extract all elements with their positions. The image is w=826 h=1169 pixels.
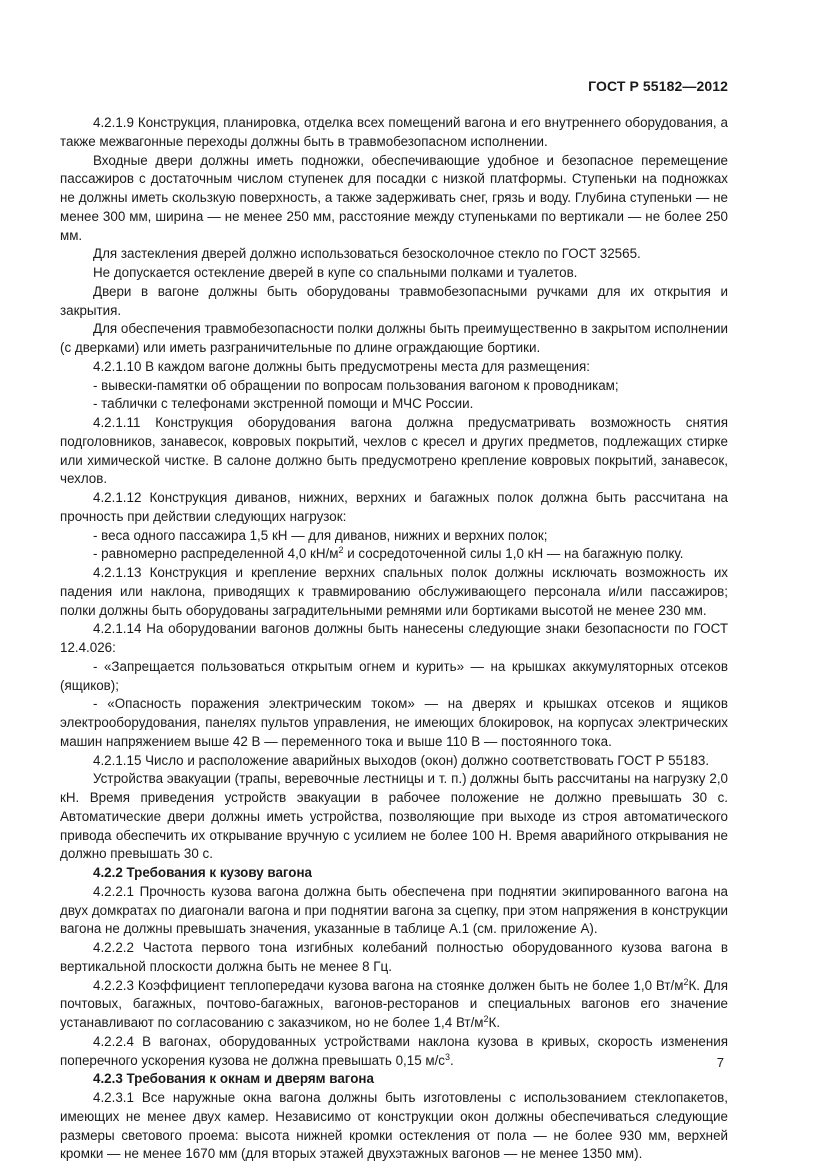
paragraph: 4.2.1.10 В каждом вагоне должны быть предусмотрены места для размещения: xyxy=(93,358,590,374)
page-number: 7 xyxy=(716,1055,724,1070)
text-run: К. xyxy=(488,1015,501,1030)
paragraph: Не допускается остекление дверей в купе со спальными полками и туалетов. xyxy=(93,265,578,280)
paragraph: 4.2.1.9 Конструкция, планировка, отделка всех помещений вагона и его внутреннего оборудования, а также межвагонные переходы должны быть в травмобезопасном исполнении. xyxy=(60,115,728,149)
paragraph: 4.2.1.15 Число и расположение аварийных выходов (окон) должно соответствовать ГОСТ Р 55183. xyxy=(93,752,710,768)
list-item xyxy=(60,545,728,564)
text-run: 4.2.2.4 В вагонах, оборудованных устройствами наклона кузова в кривых, скорость изменения поперечного ускорения кузова не должна превышать 0,15 м/с xyxy=(60,1033,728,1068)
paragraph: Устройства эвакуации (трапы, веревочные лестницы и т. п.) должны быть рассчитаны на нагрузку 2,0 кН. Время приведения устройств эвакуации в рабочее положение не должно превышать 30 с. Автоматические двери должны иметь устройства, позволяющие при выходе из строя автоматического привода обеспечить их открывание вручную с усилием не более 100 Н. Время аварийного открывания не должно превышать 30 с. xyxy=(60,771,728,862)
list-item: - вывески-памятки об обращении по вопросам пользования вагоном к проводникам; xyxy=(93,377,619,393)
text-run: . xyxy=(450,1052,454,1068)
paragraph: 4.2.3.1 Все наружные окна вагона должны быть изготовлены с использованием стеклопакетов, имеющих не менее двух камер. Независимо от конструкции окон должны обеспечиваться следующие размеры светового проема: высота нижней кромки остекления от пола — не более 930 мм, верхней кромки — не менее 1670 мм (для вторых этажей двухэтажных вагонов — не менее 1350 мм). xyxy=(60,1090,728,1162)
paragraph: 4.2.2.2 Частота первого тона изгибных колебаний полностью оборудованного кузова вагона в вертикальной плоскости должна быть не менее 8 Гц. xyxy=(60,940,728,974)
list-item: - «Запрещается пользоваться открытым огнем и курить» — на крышках аккумуляторных отсеков (ящиков); xyxy=(60,658,728,693)
paragraph: 4.2.2.1 Прочность кузова вагона должна быть обеспечена при поднятии экипированного вагона на двух домкратах по диагонали вагона и при поднятии вагона за сцепку, при этом напряжения в конструкции вагона не должны превышать значения, указанные в таблице А.1 (см. приложение А). xyxy=(60,883,728,937)
text-run: К. Для почтовых, багажных, почтово-багажных, вагонов-ресторанов и специальных вагонов его значение устанавливают по согласованию с заказчиком, но не более 1,4 Вт/м xyxy=(60,977,729,1030)
paragraph: 4.2.1.11 Конструкция оборудования вагона должна предусматривать возможность снятия подголовников, занавесок, ковровых покрытий, чехлов с кресел и других предметов, подлежащих стирке или химической чистке. В салоне должно быть предусмотрено крепление ковровых покрытий, занавесок, чехлов. xyxy=(60,415,728,487)
superscript: 3 xyxy=(445,1051,451,1062)
paragraph: Для застекления дверей должно использоваться безосколочное стекло по ГОСТ 32565. xyxy=(93,246,641,262)
text-run: - равномерно распределенной 4,0 кН/м xyxy=(93,546,339,562)
superscript: 2 xyxy=(683,976,689,987)
document-body xyxy=(60,114,728,1164)
superscript: 2 xyxy=(483,1014,489,1024)
paragraph: 4.2.1.12 Конструкция диванов, нижних, верхних и багажных полок должна быть рассчитана на прочность при действии следующих нагрузок: xyxy=(60,490,728,524)
list-item: - веса одного пассажира 1,5 кН — для диванов, нижних и верхних полок; xyxy=(93,527,548,543)
standard-header: ГОСТ Р 55182—2012 xyxy=(588,78,728,94)
text-run: 4.2.2.3 Коэффициент теплопередачи кузова вагона на стоянке должен быть не более 1,0 Вт/м xyxy=(93,977,684,993)
section-heading: 4.2.2 Требования к кузову вагона xyxy=(93,865,313,880)
paragraph: 4.2.1.14 На оборудовании вагонов должны быть нанесены следующие знаки безопасности по ГОСТ 12.4.026: xyxy=(60,621,728,655)
superscript: 2 xyxy=(338,545,344,556)
paragraph: Для обеспечения травмобезопасности полки должны быть преимущественно в закрытом исполнении (с дверками) или иметь разграничительные по длине ограждающие бортики. xyxy=(60,321,728,355)
paragraph: Двери в вагоне должны быть оборудованы травмобезопасными ручками для их открытия и закрытия. xyxy=(60,283,728,318)
section-heading: 4.2.3 Требования к окнам и дверям вагона xyxy=(93,1071,374,1087)
paragraph: 4.2.1.13 Конструкция и крепление верхних спальных полок должны исключать возможность их падения или наклона, приводящих к травмированию обслуживающего персонала и/или пассажиров; полки должны быть оборудованы заградительными ремнями или бортиками высотой не менее 230 мм. xyxy=(60,565,728,618)
paragraph xyxy=(60,977,728,1033)
text-run: и сосредоточенной силы 1,0 кН — на багажную полку. xyxy=(343,546,684,562)
list-item: - «Опасность поражения электрическим током» — на дверях и крышках отсеков и ящиков электрооборудования, панелях пультов управления, не имеющих блокировок, на корпусах электрических машин напряжением выше 42 В — переменного тока и выше 110 В — постоянного тока. xyxy=(60,696,728,749)
list-item: - таблички с телефонами экстренной помощи и МЧС России. xyxy=(93,396,474,412)
paragraph xyxy=(60,1033,728,1071)
paragraph: Входные двери должны иметь подножки, обеспечивающие удобное и безопасное перемещение пассажиров с достаточным числом ступенек для посадки с низкой платформы. Ступеньки на подножках не должны иметь скользкую поверхность, а также задерживать снег, грязь и воду. Глубина ступеньки — не менее 300 мм, ширина — не менее 250 мм, расстояние между ступеньками по вертикали — не более 250 мм. xyxy=(60,152,728,243)
